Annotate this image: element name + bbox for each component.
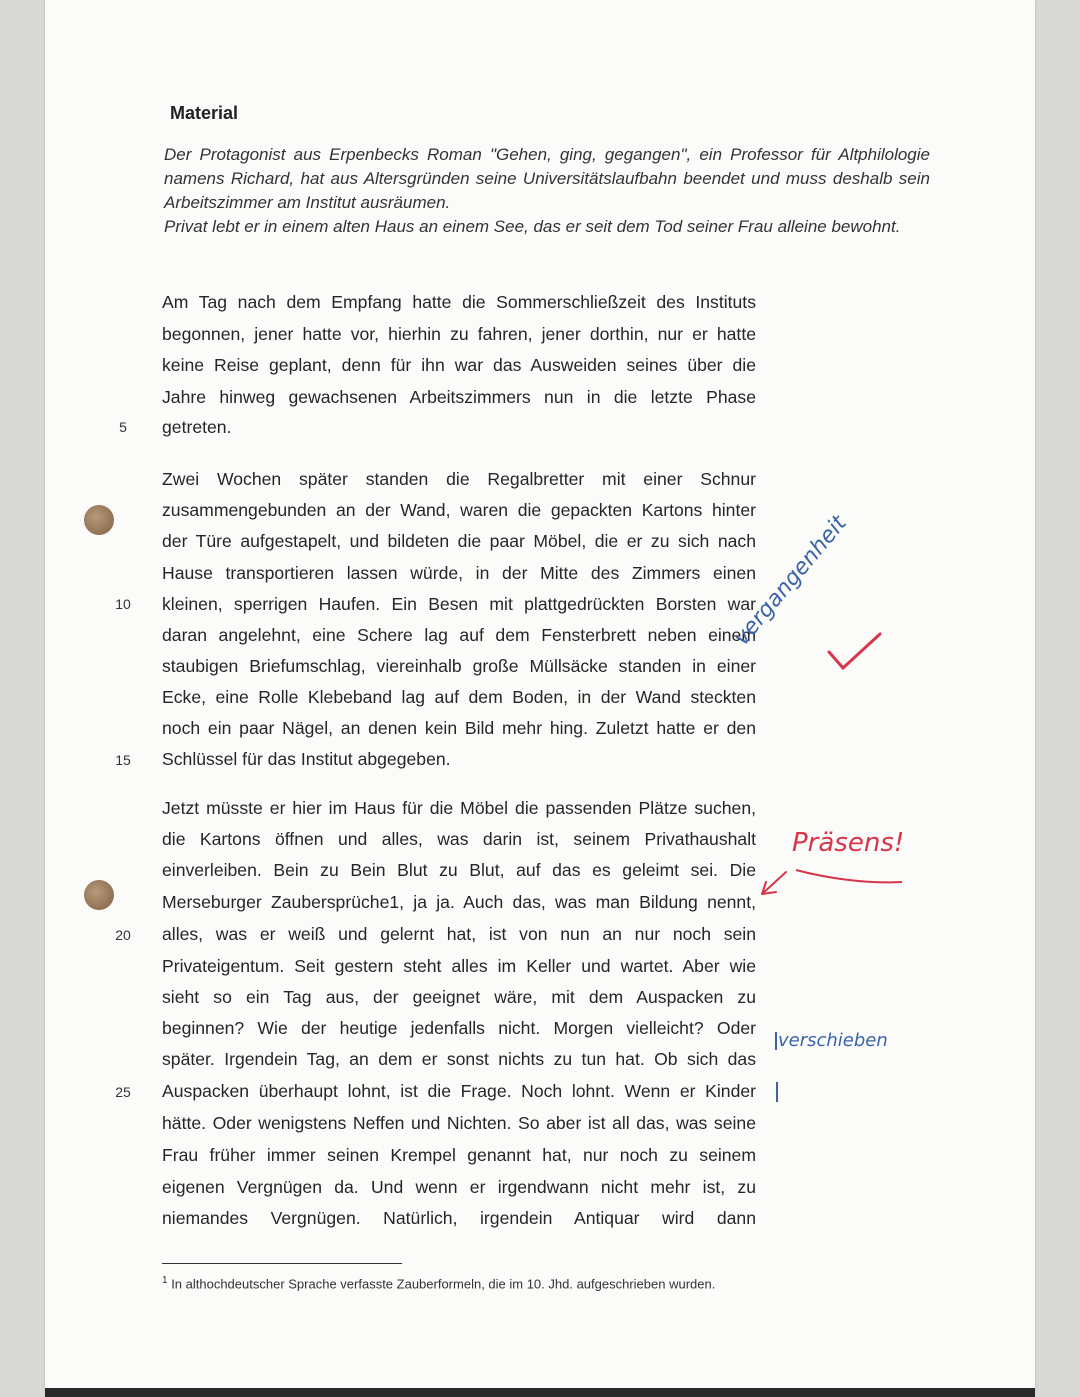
line-number: 5 xyxy=(119,419,127,435)
margin-bar-icon xyxy=(772,1030,782,1105)
text-line: Zwei Wochen später standen die Regalbretter mit einer Schnur xyxy=(162,469,756,489)
punch-hole-bottom xyxy=(84,880,114,910)
text-line: kleinen, sperrigen Haufen. Ein Besen mit plattgedrückten Borsten war xyxy=(162,594,756,614)
text-line: Am Tag nach dem Empfang hatte die Sommerschließzeit des Instituts xyxy=(162,292,756,312)
text-line: Auspacken überhaupt lohnt, ist die Frage. Noch lohnt. Wenn er Kinder xyxy=(162,1081,756,1101)
line-number: 25 xyxy=(115,1084,131,1100)
text-line: Privateigentum. Seit gestern steht alles im Keller und wartet. Aber wie xyxy=(162,956,756,976)
line-number: 20 xyxy=(115,927,131,943)
footnote-marker: 1 xyxy=(162,1275,168,1286)
margin-note-text: vergangenheit xyxy=(729,511,852,651)
text-line: hätte. Oder wenigstens Neffen und Nichten. So aber ist all das, was seine xyxy=(162,1113,756,1133)
material-heading: Material xyxy=(170,103,239,123)
line-number: 15 xyxy=(115,752,131,768)
text-line: staubigen Briefumschlag, viereinhalb große Müllsäcke standen in einer xyxy=(162,656,756,676)
punch-hole-top xyxy=(84,505,114,535)
intro-text-2: Privat lebt er in einem alten Haus an einem See, das er seit dem Tod seiner Frau alleine bewohnt. xyxy=(164,217,901,236)
text-line: alles, was er weiß und gelernt hat, ist von nun an nur noch sein xyxy=(162,924,756,944)
margin-note-verschieben xyxy=(778,1030,888,1051)
text-line: Ecke, eine Rolle Klebeband lag auf dem Boden, in der Wand steckten xyxy=(162,687,756,707)
line-number: 10 xyxy=(115,596,131,612)
margin-note-praesens xyxy=(792,828,904,858)
text-line: Jahre hinweg gewachsenen Arbeitszimmers nun in die letzte Phase xyxy=(162,387,756,407)
text-line: Merseburger Zaubersprüche1, ja ja. Auch das, was man Bildung nennt, xyxy=(162,892,756,912)
footnote-divider xyxy=(162,1263,402,1264)
text-line: die Kartons öffnen und alles, was darin ist, seinem Privathaushalt xyxy=(162,829,756,849)
intro-paragraph xyxy=(164,143,930,239)
text-line: getreten. xyxy=(162,417,232,437)
text-line: zusammengebunden an der Wand, waren die gepackten Kartons hinter xyxy=(162,500,756,520)
text-line: sieht so ein Tag aus, der geeignet wäre, mit dem Auspacken zu xyxy=(162,987,756,1007)
text-line: niemandes Vergnügen. Natürlich, irgendein Antiquar wird dann xyxy=(162,1208,756,1228)
footnote-text: In althochdeutscher Sprache verfasste Zauberformeln, die im 10. Jhd. aufgeschrieben wurden. xyxy=(171,1276,716,1292)
text-line: Jetzt müsste er hier im Haus für die Möbel die passenden Plätze suchen, xyxy=(162,798,756,818)
text-line: Hause transportieren lassen würde, in der Mitte des Zimmers einen xyxy=(162,563,756,583)
margin-note-text: Präsens! xyxy=(792,828,905,858)
text-line: noch ein paar Nägel, an denen kein Bild mehr hing. Zuletzt hatte er den xyxy=(162,718,756,738)
text-line: Frau früher immer seinen Krempel genannt hat, nur noch zu seinem xyxy=(162,1145,756,1165)
intro-text-1: Der Protagonist aus Erpenbecks Roman "Gehen, ging, gegangen", ein Professor für Altphilologie namens Richard, hat aus Altersgründen seine Universitätslaufbahn beendet und muss deshalb sein Arbeitszimmer am Institut ausräumen. xyxy=(164,145,930,212)
text-line: später. Irgendein Tag, an dem er sonst nichts zu tun hat. Ob sich das xyxy=(162,1049,756,1069)
text-line: Schlüssel für das Institut abgegeben. xyxy=(162,749,451,769)
text-line: beginnen? Wie der heutige jedenfalls nicht. Morgen vielleicht? Oder xyxy=(162,1018,756,1038)
checkmark-icon xyxy=(825,630,885,675)
scan-bottom-edge xyxy=(45,1388,1035,1397)
red-arrow-icon xyxy=(756,864,906,904)
margin-note-text: verschieben xyxy=(778,1030,888,1051)
text-line: keine Reise geplant, denn für ihn war das Ausweiden seines über die xyxy=(162,355,756,375)
text-line: daran angelehnt, eine Schere lag auf dem Fensterbrett neben einem xyxy=(162,625,756,645)
text-line: eigenen Vergnügen da. Und wenn er irgendwann nicht mehr ist, zu xyxy=(162,1177,756,1197)
text-line: begonnen, jener hatte vor, hierhin zu fahren, jener dorthin, nur er hatte xyxy=(162,324,756,344)
footnote xyxy=(162,1275,715,1291)
text-line: der Türe aufgestapelt, und bildeten die paar Möbel, die er zu sich nach xyxy=(162,531,756,551)
text-line: einverleiben. Bein zu Bein Blut zu Blut, auf das es geleimt sei. Die xyxy=(162,860,756,880)
